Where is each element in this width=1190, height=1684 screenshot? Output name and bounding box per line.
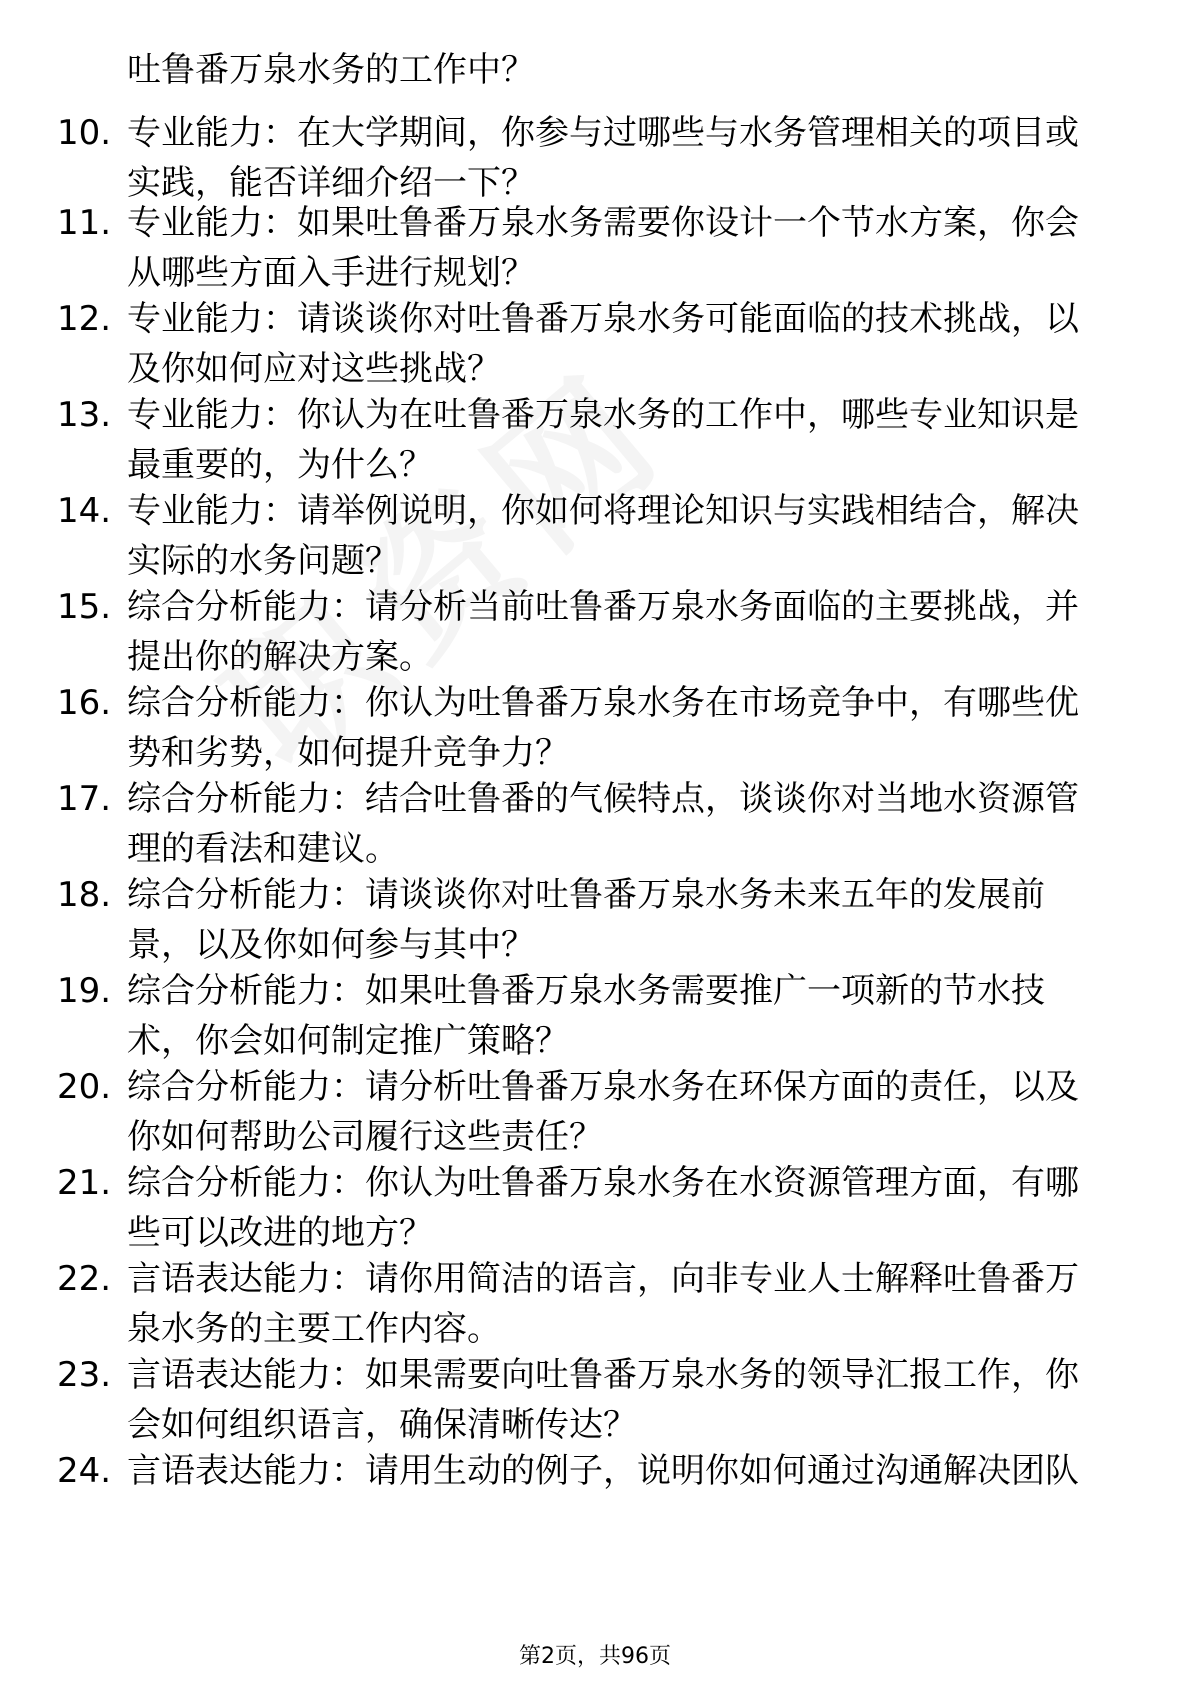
question-number: 11. bbox=[57, 203, 112, 243]
question-number: 24. bbox=[57, 1451, 112, 1491]
question-line: 专业能力：请举例说明，你如何将理论知识与实践相结合，解决 bbox=[127, 491, 1079, 531]
question-line: 言语表达能力：请你用简洁的语言，向非专业人士解释吐鲁番万 bbox=[127, 1259, 1079, 1299]
question-text bbox=[127, 108, 1127, 208]
question-text bbox=[127, 966, 1127, 1066]
question-line: 些可以改进的地方？ bbox=[127, 1213, 433, 1253]
question-line: 术，你会如何制定推广策略？ bbox=[127, 1021, 569, 1061]
question-number: 22. bbox=[57, 1259, 112, 1299]
question-text bbox=[127, 678, 1127, 778]
question-line: 最重要的，为什么？ bbox=[127, 445, 433, 485]
question-text bbox=[127, 1062, 1127, 1162]
question-number: 16. bbox=[57, 683, 112, 723]
question-text bbox=[127, 1254, 1127, 1354]
question-text bbox=[127, 870, 1127, 970]
question-text bbox=[127, 774, 1127, 874]
question-text bbox=[127, 1446, 1127, 1496]
question-line: 专业能力：你认为在吐鲁番万泉水务的工作中，哪些专业知识是 bbox=[127, 395, 1079, 435]
question-line: 综合分析能力：你认为吐鲁番万泉水务在水资源管理方面，有哪 bbox=[127, 1163, 1079, 1203]
question-line: 言语表达能力：如果需要向吐鲁番万泉水务的领导汇报工作，你 bbox=[127, 1355, 1079, 1395]
question-text bbox=[127, 390, 1127, 490]
question-text bbox=[127, 294, 1127, 394]
question-line: 综合分析能力：你认为吐鲁番万泉水务在市场竞争中，有哪些优 bbox=[127, 683, 1079, 723]
question-line: 理的看法和建议。 bbox=[127, 829, 399, 869]
question-number: 19. bbox=[57, 971, 112, 1011]
question-line: 言语表达能力：请用生动的例子，说明你如何通过沟通解决团队 bbox=[127, 1451, 1079, 1491]
question-text bbox=[127, 486, 1127, 586]
question-number: 13. bbox=[57, 395, 112, 435]
question-line: 你如何帮助公司履行这些责任？ bbox=[127, 1117, 603, 1157]
question-line: 实际的水务问题？ bbox=[127, 541, 399, 581]
question-number: 14. bbox=[57, 491, 112, 531]
question-line: 综合分析能力：请谈谈你对吐鲁番万泉水务未来五年的发展前 bbox=[127, 875, 1045, 915]
question-text bbox=[127, 198, 1127, 298]
continued-question-text: 吐鲁番万泉水务的工作中？ bbox=[127, 50, 535, 90]
question-number: 17. bbox=[57, 779, 112, 819]
question-number: 21. bbox=[57, 1163, 112, 1203]
question-line: 综合分析能力：请分析吐鲁番万泉水务在环保方面的责任，以及 bbox=[127, 1067, 1079, 1107]
question-number: 15. bbox=[57, 587, 112, 627]
question-line: 提出你的解决方案。 bbox=[127, 637, 433, 677]
question-number: 10. bbox=[57, 113, 112, 153]
question-number: 23. bbox=[57, 1355, 112, 1395]
question-line: 势和劣势，如何提升竞争力？ bbox=[127, 733, 569, 773]
question-line: 综合分析能力：如果吐鲁番万泉水务需要推广一项新的节水技 bbox=[127, 971, 1045, 1011]
question-line: 景，以及你如何参与其中？ bbox=[127, 925, 535, 965]
question-number: 18. bbox=[57, 875, 112, 915]
question-line: 泉水务的主要工作内容。 bbox=[127, 1309, 501, 1349]
question-line: 及你如何应对这些挑战？ bbox=[127, 349, 501, 389]
page-footer: 第2页，共96页 bbox=[519, 1644, 671, 1669]
question-number: 12. bbox=[57, 299, 112, 339]
question-text bbox=[127, 1158, 1127, 1258]
question-line: 专业能力：如果吐鲁番万泉水务需要你设计一个节水方案，你会 bbox=[127, 203, 1079, 243]
question-line: 综合分析能力：结合吐鲁番的气候特点，谈谈你对当地水资源管 bbox=[127, 779, 1079, 819]
question-number: 20. bbox=[57, 1067, 112, 1107]
question-line: 专业能力：在大学期间，你参与过哪些与水务管理相关的项目或 bbox=[127, 113, 1079, 153]
question-line: 会如何组织语言，确保清晰传达？ bbox=[127, 1405, 637, 1445]
question-line: 实践，能否详细介绍一下？ bbox=[127, 163, 535, 203]
question-line: 从哪些方面入手进行规划？ bbox=[127, 253, 535, 293]
question-text bbox=[127, 1350, 1127, 1450]
question-line: 综合分析能力：请分析当前吐鲁番万泉水务面临的主要挑战，并 bbox=[127, 587, 1079, 627]
question-line: 专业能力：请谈谈你对吐鲁番万泉水务可能面临的技术挑战，以 bbox=[127, 299, 1079, 339]
question-text bbox=[127, 582, 1127, 682]
